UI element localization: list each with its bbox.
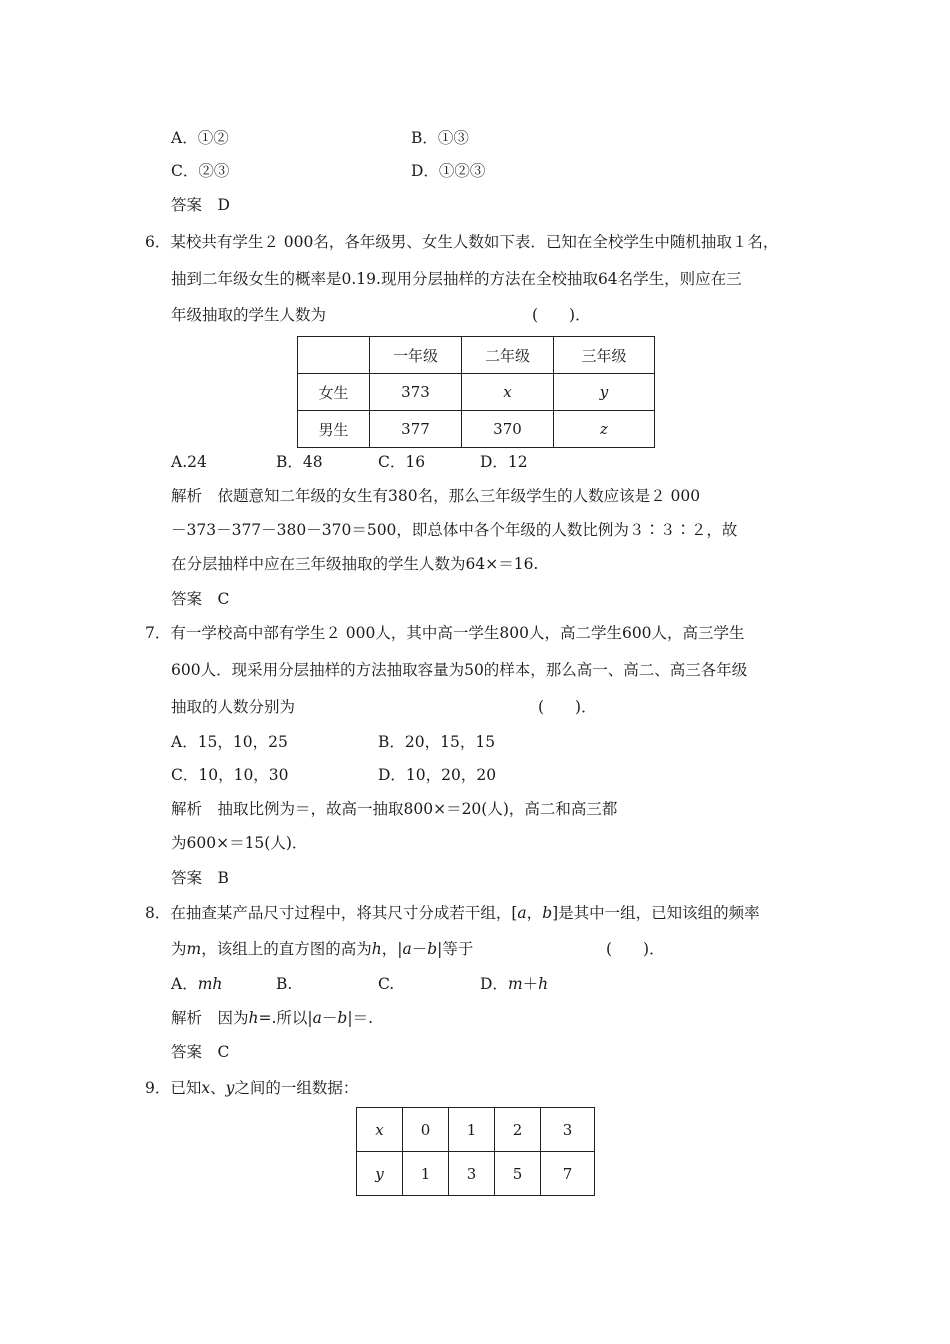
table-cell: 5 [495, 1152, 541, 1196]
solution-line-1: 解析 依题意知二年级的女生有380名，那么三年级学生的人数应该是２ 000 [171, 487, 701, 505]
var-h: h [248, 1009, 259, 1027]
answer-blank: ( )． [532, 306, 591, 324]
text: ，该组上的直方图的高为 [201, 940, 372, 958]
option-c: C．16 [378, 453, 426, 471]
option-a [171, 974, 222, 994]
table-row [357, 1152, 595, 1196]
table-cell: 3 [449, 1152, 495, 1196]
table-cell: 1 [403, 1152, 449, 1196]
var-x: x [201, 1079, 211, 1097]
question-8-line-2 [171, 939, 473, 959]
text: D． [480, 975, 508, 993]
question-8-line-1 [145, 903, 760, 923]
option-b: B．20，15，15 [378, 733, 496, 751]
text: 为 [171, 940, 187, 958]
text: ，| [381, 940, 403, 958]
table-cell: 二年级 [462, 337, 554, 374]
answer: 答案 C [171, 590, 230, 608]
question-9-line-1 [145, 1078, 358, 1098]
table-cell: 女生 [298, 374, 370, 411]
text: 、 [210, 1079, 226, 1097]
text: 之间的一组数据： [234, 1079, 359, 1097]
table-cell: 2 [495, 1108, 541, 1152]
var-b: b [337, 1009, 348, 1027]
table-cell: x [357, 1108, 403, 1152]
table-header-row [298, 337, 655, 374]
table-cell: y [554, 374, 655, 411]
text: － [321, 1009, 338, 1027]
var-mh: mh [197, 975, 223, 993]
solution-line-1 [171, 1008, 373, 1028]
option-a: A．①② [171, 129, 229, 147]
answer: 答案 D [171, 196, 230, 214]
table-cell: y [357, 1152, 403, 1196]
table-cell: 373 [370, 374, 462, 411]
table-cell: 三年级 [554, 337, 655, 374]
text: |等于 [437, 940, 474, 958]
table-cell: 男生 [298, 411, 370, 448]
table-cell: 1 [449, 1108, 495, 1152]
solution-line-2: 为600×＝15(人)． [171, 834, 308, 852]
grade-gender-table [297, 336, 655, 448]
table-row [298, 411, 655, 448]
solution-line-3: 在分层抽样中应在三年级抽取的学生人数为64×＝16. [171, 555, 539, 573]
table-cell [298, 337, 370, 374]
option-a: A.24 [171, 453, 207, 471]
text: =.所以| [258, 1009, 313, 1027]
table-cell: 7 [541, 1152, 595, 1196]
option-d [480, 974, 548, 994]
xy-data-table [356, 1107, 595, 1196]
option-b: B．48 [276, 453, 323, 471]
question-6-line-3: 年级抽取的学生人数为 [171, 306, 327, 324]
var-h: h [371, 940, 382, 958]
table-cell: 377 [370, 411, 462, 448]
answer: 答案 C [171, 1043, 230, 1061]
question-6-line-2: 抽到二年级女生的概率是0.19.现用分层抽样的方法在全校抽取64名学生，则应在三 [171, 270, 742, 288]
var-y: y [225, 1079, 235, 1097]
question-6-line-1: 6．某校共有学生２ 000名，各年级男、女生人数如下表．已知在全校学生中随机抽取１名， [145, 233, 779, 251]
text: ＋ [522, 975, 539, 993]
var-a: a [402, 940, 412, 958]
table-cell: 3 [541, 1108, 595, 1152]
text: |＝. [347, 1009, 373, 1027]
option-b: B. [276, 975, 293, 993]
option-c: C．②③ [171, 162, 230, 180]
table-cell: 0 [403, 1108, 449, 1152]
text: － [411, 940, 428, 958]
option-d: D．10，20，20 [378, 766, 497, 784]
option-d: D．12 [480, 453, 528, 471]
text: 9．已知 [145, 1079, 202, 1097]
text: 解析 因为 [171, 1009, 249, 1027]
var-a: a [312, 1009, 322, 1027]
text: 8．在抽查某产品尺寸过程中，将其尺寸分成若干组，[ [145, 904, 518, 922]
var-b: b [542, 904, 553, 922]
var-a: a [517, 904, 527, 922]
option-c: C. [378, 975, 395, 993]
option-c: C．10，10，30 [171, 766, 289, 784]
table-cell: x [462, 374, 554, 411]
question-7-line-3: 抽取的人数分别为 [171, 698, 296, 716]
answer-blank: ( )． [538, 698, 597, 716]
table-cell: 370 [462, 411, 554, 448]
text: A． [171, 975, 198, 993]
var-m: m [186, 940, 202, 958]
answer: 答案 B [171, 869, 229, 887]
table-cell: z [554, 411, 655, 448]
var-b: b [427, 940, 438, 958]
question-7-line-1: 7．有一学校高中部有学生２ 000人，其中高一学生800人，高二学生600人，高三学生 [145, 624, 745, 642]
answer-blank: ( )． [606, 940, 665, 958]
option-d: D．①②③ [411, 162, 486, 180]
text: ， [526, 904, 543, 922]
table-cell: 一年级 [370, 337, 462, 374]
text: ]是其中一组，已知该组的频率 [552, 904, 760, 922]
option-a: A．15，10，25 [171, 733, 288, 751]
solution-line-2: －373－377－380－370＝500，即总体中各个年级的人数比例为３∶３∶２，故 [171, 521, 738, 539]
solution-line-1: 解析 抽取比例为＝，故高一抽取800×＝20(人)，高二和高三都 [171, 800, 618, 818]
question-7-line-2: 600人．现采用分层抽样的方法抽取容量为50的样本，那么高一、高二、高三各年级 [171, 661, 748, 679]
var-h: h [538, 975, 549, 993]
table-row [357, 1108, 595, 1152]
table-row [298, 374, 655, 411]
option-b: B．①③ [411, 129, 469, 147]
var-m: m [507, 975, 523, 993]
